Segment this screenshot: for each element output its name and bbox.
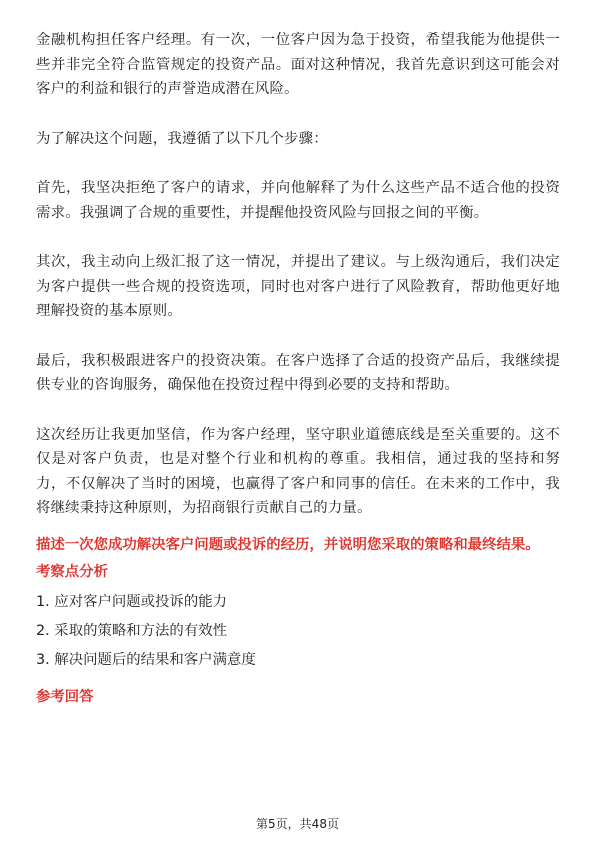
document-page <box>36 28 560 716</box>
answer-paragraph-3: 首先，我坚决拒绝了客户的请求，并向他解释了为什么这些产品不适合他的投资需求。我强调了合规的重要性，并提醒他投资风险与回报之间的平衡。 <box>36 180 560 221</box>
answer-paragraph-4: 其次，我主动向上级汇报了这一情况，并提出了建议。与上级沟通后，我们决定为客户提供一些合规的投资选项，同时也对客户进行了风险教育，帮助他更好地理解投资的基本原则。 <box>36 254 560 319</box>
analysis-point-2: 2. 采取的策略和方法的有效性 <box>36 622 227 639</box>
page-number: 第5页，共48页 <box>256 817 339 831</box>
answer-paragraph-2: 为了解决这个问题，我遵循了以下几个步骤： <box>36 130 328 147</box>
answer-paragraph-1: 金融机构担任客户经理。有一次，一位客户因为急于投资，希望我能为他提供一些并非完全符合监管规定的投资产品。面对这种情况，我首先意识到这可能会对客户的利益和银行的声誉造成潜在风险。 <box>36 32 560 97</box>
analysis-point-1: 1. 应对客户问题或投诉的能力 <box>36 593 227 610</box>
answer-paragraph-5: 最后，我积极跟进客户的投资决策。在客户选择了合适的投资产品后，我继续提供专业的咨询服务，确保他在投资过程中得到必要的支持和帮助。 <box>36 352 560 393</box>
analysis-point-3: 3. 解决问题后的结果和客户满意度 <box>36 651 256 668</box>
analysis-points <box>36 591 560 672</box>
answer-paragraph-6: 这次经历让我更加坚信，作为客户经理，坚守职业道德底线是至关重要的。这不仅是对客户负责，也是对整个行业和机构的尊重。我相信，通过我的坚持和努力，不仅解决了当时的困境，也赢得了客户和同事的信任。在未来的工作中，我将继续秉持这种原则，为招商银行贡献自己的力量。 <box>36 426 560 516</box>
reference-answer-title: 参考回答 <box>36 688 94 705</box>
analysis-title: 考察点分析 <box>36 563 108 580</box>
interview-question: 描述一次您成功解决客户问题或投诉的经历，并说明您采取的策略和最终结果。 <box>36 536 540 553</box>
